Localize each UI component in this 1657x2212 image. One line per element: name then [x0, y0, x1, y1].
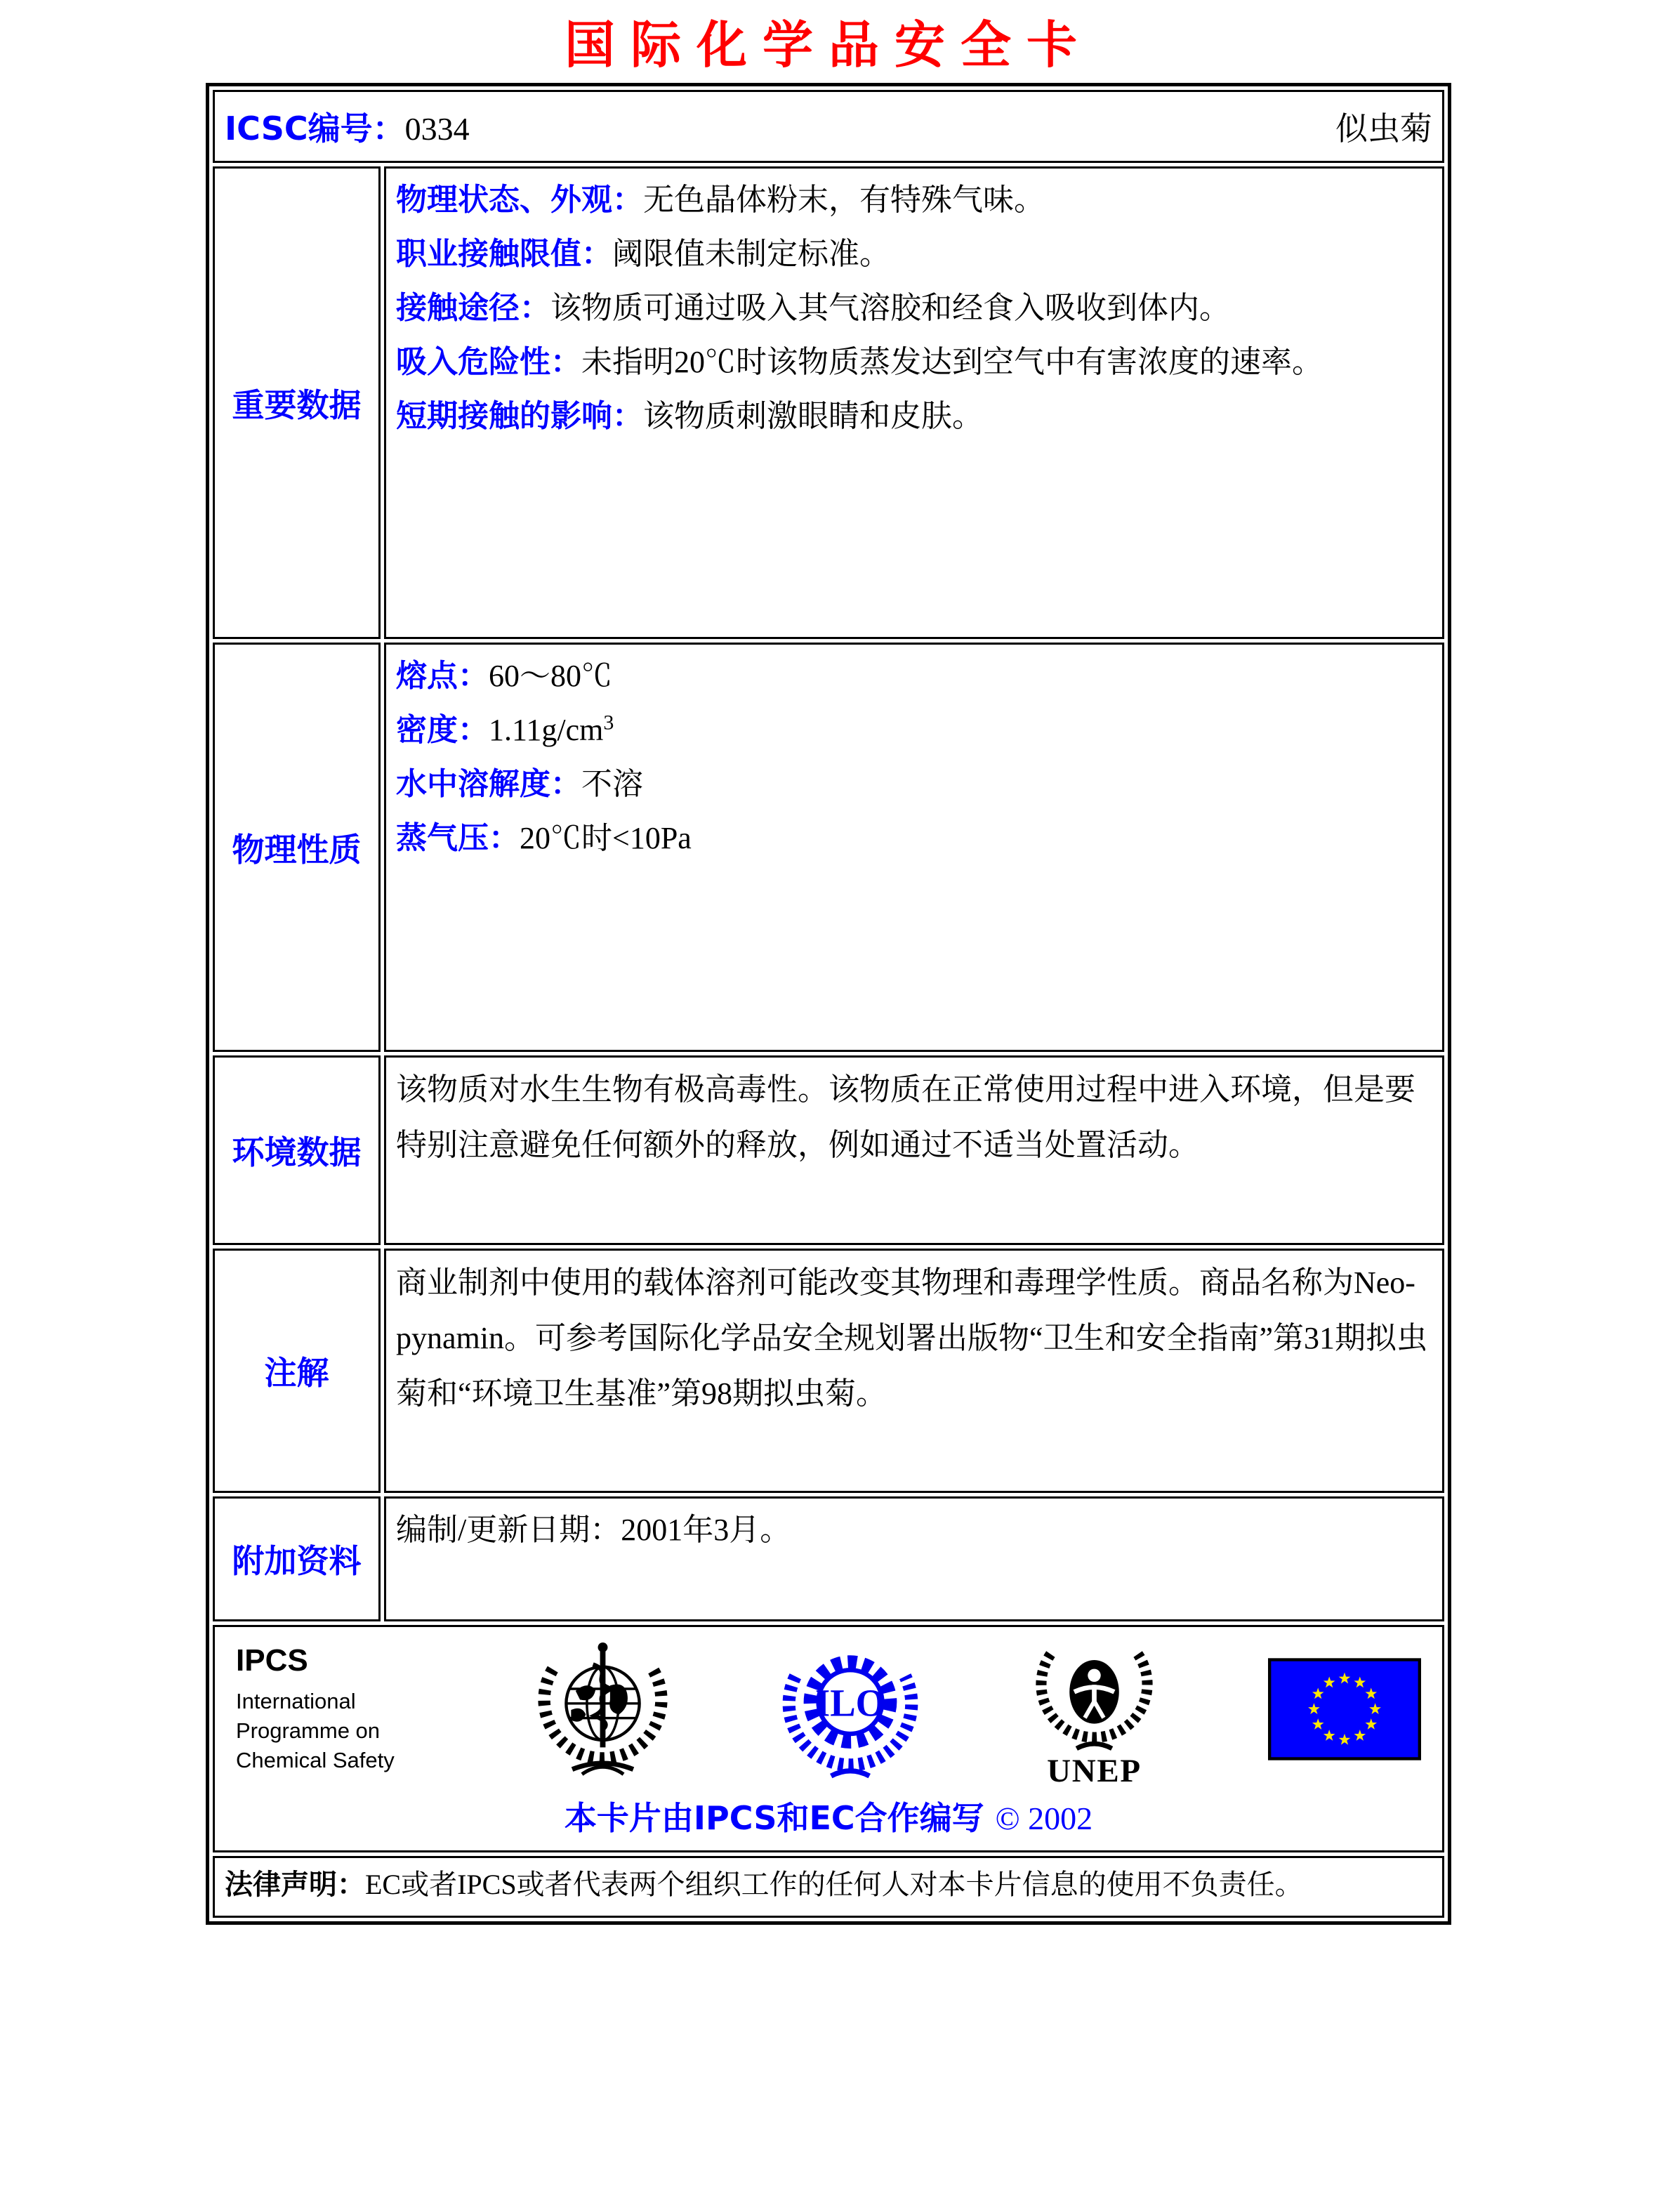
kv-key: 接触途径：	[396, 290, 550, 326]
kv-value: 该物质可通过吸入其气溶胶和经食入吸收到体内。	[550, 291, 1230, 325]
copyright-text: © 2002	[995, 1800, 1093, 1836]
ilo-monogram: ILO	[814, 1681, 886, 1725]
kv-vapor-pressure	[396, 811, 1432, 865]
kv-value: 无色晶体粉末，有特殊气味。	[643, 183, 1045, 217]
who-logo-icon	[534, 1638, 671, 1782]
kv-key: 蒸气压：	[396, 820, 520, 856]
kv-melting-point	[396, 649, 1432, 703]
important-data-content	[384, 166, 1444, 639]
kv-value: 1.11g/cm	[489, 713, 604, 747]
ipcs-text-block	[236, 1643, 425, 1775]
important-data-row	[213, 166, 1444, 639]
kv-exposure-limits	[396, 227, 1432, 281]
kv-physical-state	[396, 173, 1432, 227]
additional-info-row	[213, 1496, 1444, 1621]
kv-short-term-effects	[396, 389, 1432, 443]
notes-label: 注解	[213, 1249, 381, 1493]
kv-value: 阈限值未制定标准。	[612, 237, 890, 271]
kv-value: 20℃时<10Pa	[520, 821, 692, 855]
notes-row	[213, 1249, 1444, 1493]
icsc-number-label: ICSC编号：	[225, 110, 405, 147]
unep-logo-icon	[1029, 1631, 1159, 1789]
icsc-number-value: 0334	[404, 111, 470, 147]
page-title: 国际化学品安全卡	[564, 15, 1092, 74]
unep-logo-block	[1029, 1631, 1159, 1789]
notes-content	[384, 1249, 1444, 1493]
header-cell	[213, 90, 1444, 163]
ilo-logo-icon	[780, 1638, 920, 1782]
additional-info-label: 附加资料	[213, 1496, 381, 1621]
ipcs-line-3: Chemical Safety	[236, 1747, 395, 1772]
eu-flag-icon	[1268, 1658, 1421, 1760]
kv-exposure-routes	[396, 281, 1432, 335]
credit-line	[225, 1793, 1432, 1839]
physical-properties-label: 物理性质	[213, 643, 381, 1052]
kv-key: 短期接触的影响：	[396, 398, 643, 434]
header-row	[213, 90, 1444, 163]
legal-cell	[213, 1856, 1444, 1918]
kv-water-solubility	[396, 757, 1432, 811]
kv-key: 吸入危险性：	[396, 344, 581, 380]
ipcs-line-1: International	[236, 1689, 356, 1714]
icsc-number-group	[225, 103, 470, 150]
logos-row	[213, 1625, 1444, 1852]
ipcs-title: IPCS	[236, 1643, 308, 1678]
kv-value-superscript: 3	[603, 711, 614, 735]
icsc-card-page	[0, 4, 1657, 1925]
legal-label: 法律声明：	[225, 1869, 365, 1901]
kv-key: 物理状态、外观：	[396, 182, 643, 218]
kv-value: 2001年3月。	[621, 1513, 791, 1547]
kv-value: 该物质刺激眼睛和皮肤。	[643, 399, 983, 433]
kv-key: 职业接触限值：	[396, 236, 612, 272]
logos-cell	[213, 1625, 1444, 1852]
kv-value: 60～80℃	[489, 659, 612, 693]
legal-text: EC或者IPCS或者代表两个组织工作的任何人对本卡片信息的使用不负责任。	[365, 1869, 1303, 1900]
kv-density	[396, 703, 1432, 757]
physical-properties-content	[384, 643, 1444, 1052]
kv-inhalation-risk	[396, 335, 1432, 389]
kv-key: 编制/更新日期：	[396, 1513, 621, 1547]
header-content	[225, 96, 1432, 157]
logos-band	[225, 1631, 1432, 1789]
chemical-name: 似虫菊	[1335, 111, 1432, 147]
environmental-data-row	[213, 1055, 1444, 1245]
kv-value: 不溶	[581, 767, 643, 801]
kv-key: 熔点：	[396, 658, 489, 694]
legal-row	[213, 1856, 1444, 1918]
additional-info-content	[384, 1496, 1444, 1621]
physical-properties-row	[213, 643, 1444, 1052]
notes-text: 商业制剂中使用的载体溶剂可能改变其物理和毒理学性质。商品名称为Neo-pynamin。可参考国际化学品安全规划署出版物“卫生和安全指南”第31期拟虫菊和“环境卫生基准”第98期拟虫菊。	[396, 1265, 1428, 1411]
kv-date	[396, 1503, 1432, 1557]
environmental-data-text: 该物质对水生生物有极高毒性。该物质在正常使用过程中进入环境，但是要特别注意避免任何额外的释放，例如通过不适当处置活动。	[396, 1072, 1415, 1163]
kv-key: 密度：	[396, 712, 489, 748]
kv-key: 水中溶解度：	[396, 766, 581, 802]
unep-caption: UNEP	[1047, 1752, 1142, 1789]
credit-text: 本卡片由IPCS和EC合作编写	[564, 1799, 984, 1837]
ipcs-line-2: Programme on	[236, 1718, 381, 1744]
icsc-card-table	[206, 83, 1451, 1925]
environmental-data-content	[384, 1055, 1444, 1245]
important-data-label: 重要数据	[213, 166, 381, 639]
environmental-data-label: 环境数据	[213, 1055, 381, 1245]
kv-value: 未指明20℃时该物质蒸发达到空气中有害浓度的速率。	[581, 345, 1323, 379]
